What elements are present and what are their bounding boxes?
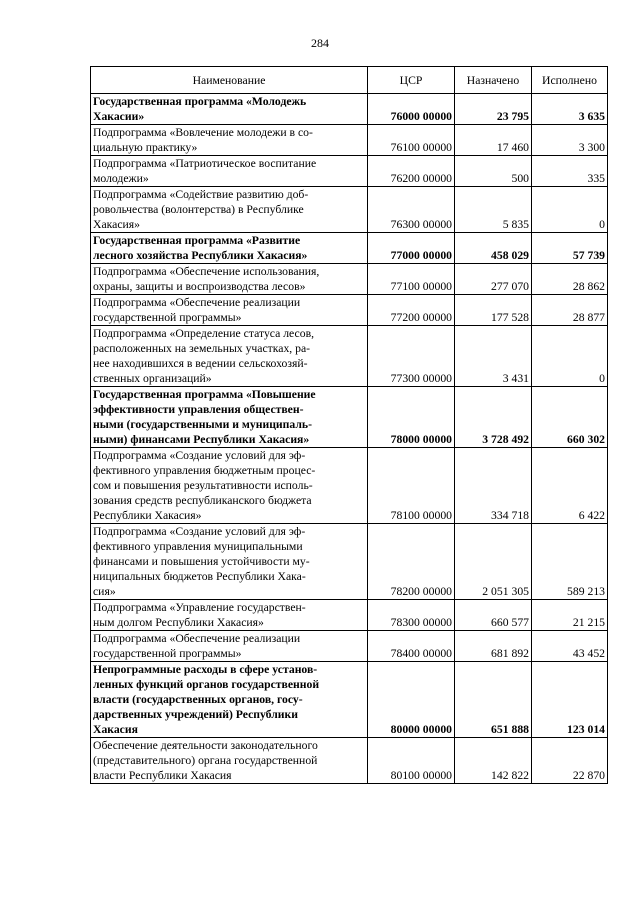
table-row <box>91 264 608 295</box>
budget-table <box>90 66 608 784</box>
row-csr: 76200 00000 <box>368 156 455 187</box>
row-assigned: 23 795 <box>455 94 532 125</box>
row-csr: 78100 00000 <box>368 448 455 524</box>
row-assigned: 660 577 <box>455 600 532 631</box>
row-csr: 77300 00000 <box>368 326 455 387</box>
row-executed: 22 870 <box>532 738 608 784</box>
row-executed: 0 <box>532 187 608 233</box>
row-name: Государственная программа «Повышение эффективности управления обществен- ными (государственными и муниципаль- ными) финансами Республики Хакасия» <box>91 387 368 448</box>
row-name: Обеспечение деятельности законодательного (представительного) органа государственной власти Республики Хакасия <box>91 738 368 784</box>
row-name: Подпрограмма «Патриотическое воспитание молодежи» <box>91 156 368 187</box>
table-body <box>91 94 608 784</box>
row-executed: 0 <box>532 326 608 387</box>
row-assigned: 277 070 <box>455 264 532 295</box>
table-row <box>91 600 608 631</box>
row-name: Подпрограмма «Обеспечение реализации государственной программы» <box>91 631 368 662</box>
row-csr: 76300 00000 <box>368 187 455 233</box>
row-csr: 78300 00000 <box>368 600 455 631</box>
row-executed: 660 302 <box>532 387 608 448</box>
row-csr: 80000 00000 <box>368 662 455 738</box>
table-row <box>91 295 608 326</box>
row-csr: 77200 00000 <box>368 295 455 326</box>
row-assigned: 2 051 305 <box>455 524 532 600</box>
row-executed: 57 739 <box>532 233 608 264</box>
table-row <box>91 662 608 738</box>
row-assigned: 334 718 <box>455 448 532 524</box>
row-assigned: 458 029 <box>455 233 532 264</box>
table-row <box>91 187 608 233</box>
row-name: Подпрограмма «Определение статуса лесов, расположенных на земельных участках, ра- нее находившихся в ведении сельскохозяй- ственных организаций» <box>91 326 368 387</box>
row-executed: 3 635 <box>532 94 608 125</box>
table-row <box>91 326 608 387</box>
row-assigned: 5 835 <box>455 187 532 233</box>
table-row <box>91 156 608 187</box>
page-number: 284 <box>311 36 329 50</box>
row-executed: 28 877 <box>532 295 608 326</box>
table-row <box>91 233 608 264</box>
row-assigned: 3 431 <box>455 326 532 387</box>
row-csr: 76100 00000 <box>368 125 455 156</box>
row-assigned: 681 892 <box>455 631 532 662</box>
row-name: Непрограммные расходы в сфере установ- ленных функций органов государственной власти (государственных органов, госу- дарственных учреждений) Республики Хакасия <box>91 662 368 738</box>
table-row <box>91 448 608 524</box>
row-executed: 43 452 <box>532 631 608 662</box>
row-csr: 78400 00000 <box>368 631 455 662</box>
row-assigned: 17 460 <box>455 125 532 156</box>
header-csr: ЦСР <box>368 67 455 94</box>
header-assigned: Назначено <box>455 67 532 94</box>
table-row <box>91 94 608 125</box>
row-name: Подпрограмма «Содействие развитию доб- ровольчества (волонтерства) в Республике Хакасия» <box>91 187 368 233</box>
row-executed: 335 <box>532 156 608 187</box>
row-assigned: 500 <box>455 156 532 187</box>
row-csr: 78200 00000 <box>368 524 455 600</box>
row-name: Государственная программа «Молодежь Хакасии» <box>91 94 368 125</box>
row-name: Подпрограмма «Обеспечение использования, охраны, защиты и воспроизводства лесов» <box>91 264 368 295</box>
table-header-row <box>91 67 608 94</box>
header-name: Наименование <box>91 67 368 94</box>
table-row <box>91 524 608 600</box>
row-executed: 123 014 <box>532 662 608 738</box>
table-row <box>91 738 608 784</box>
row-assigned: 142 822 <box>455 738 532 784</box>
row-csr: 80100 00000 <box>368 738 455 784</box>
row-csr: 77000 00000 <box>368 233 455 264</box>
row-assigned: 177 528 <box>455 295 532 326</box>
row-name: Подпрограмма «Управление государствен- ным долгом Республики Хакасия» <box>91 600 368 631</box>
table-row <box>91 387 608 448</box>
row-executed: 21 215 <box>532 600 608 631</box>
row-assigned: 3 728 492 <box>455 387 532 448</box>
row-csr: 76000 00000 <box>368 94 455 125</box>
table-row <box>91 631 608 662</box>
row-name: Подпрограмма «Вовлечение молодежи в со- циальную практику» <box>91 125 368 156</box>
row-name: Подпрограмма «Создание условий для эф- фективного управления бюджетным процес- сом и повышения результативности исполь- зования средств республиканского бюджета Республики Хакасия» <box>91 448 368 524</box>
row-name: Подпрограмма «Обеспечение реализации государственной программы» <box>91 295 368 326</box>
row-executed: 589 213 <box>532 524 608 600</box>
row-executed: 3 300 <box>532 125 608 156</box>
row-executed: 6 422 <box>532 448 608 524</box>
table-row <box>91 125 608 156</box>
header-executed: Исполнено <box>532 67 608 94</box>
row-csr: 77100 00000 <box>368 264 455 295</box>
row-name: Подпрограмма «Создание условий для эф- фективного управления муниципальными финансами и повышения устойчивости му- ниципальных бюджетов Республики Хака- сия» <box>91 524 368 600</box>
row-assigned: 651 888 <box>455 662 532 738</box>
row-csr: 78000 00000 <box>368 387 455 448</box>
row-name: Государственная программа «Развитие лесного хозяйства Республики Хакасия» <box>91 233 368 264</box>
row-executed: 28 862 <box>532 264 608 295</box>
